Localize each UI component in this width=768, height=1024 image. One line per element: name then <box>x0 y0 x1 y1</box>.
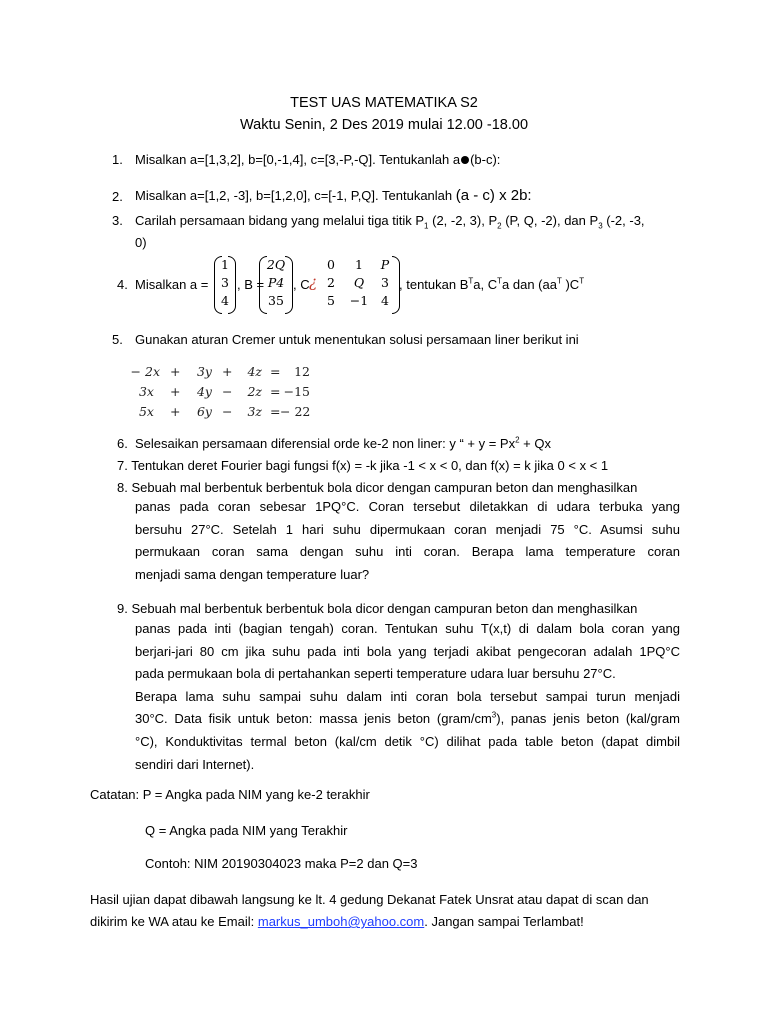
eq-term: 2z <box>247 384 262 399</box>
q4-sup: T <box>468 276 474 286</box>
q9-sup: 3 <box>491 711 497 721</box>
q9-line: sendiri dari Internet). <box>135 756 255 772</box>
q2-expression: (a - c) x 2b: <box>455 187 532 204</box>
q8-line: panas pada coran sebesar 1PQ°C. Coran tersebut diletakkan di udara terbuka yang <box>135 499 680 514</box>
eq-op: + <box>170 404 181 419</box>
q9-line: pada permukaan bola di pertahankan seperti temperature udara luar bersuhu 27°C. <box>135 666 616 682</box>
eq-value: 12 <box>294 364 310 379</box>
eq-op: = <box>270 384 281 399</box>
q6-sup: 2 <box>515 435 520 445</box>
q4-tail-seg: a, C <box>473 277 498 292</box>
footer-line1: Hasil ujian dapat dibawah langsung ke lt. 4 gedung Dekanat Fatek Unsrat atau dapat di scan dan <box>90 892 649 907</box>
q1-body: Misalkan a=[1,3,2], b=[0,-1,4], c=[3,-P,-Q]. Tentukanlah a <box>135 152 461 167</box>
email-link[interactable]: markus_umboh@yahoo.com <box>257 914 425 929</box>
q1-number: 1. <box>112 152 123 167</box>
q5-number: 5. <box>112 332 123 347</box>
q4-tail-seg: a dan (aa <box>502 277 557 292</box>
q1-text <box>135 152 680 168</box>
q3-number: 3. <box>112 213 123 228</box>
eq-op: + <box>170 364 181 379</box>
q3-sub-3: 3 <box>598 221 603 231</box>
q9-line: °C), Konduktivitas termal beton (kal/cm detik °C) dilihat pada table beton (dapat dimbil <box>135 733 680 749</box>
eq-op: + <box>222 364 233 379</box>
matrix-b-cell: P4 <box>267 275 285 290</box>
matrix-b <box>259 256 293 312</box>
q4-sup: T <box>497 276 503 286</box>
q8-line: menjadi sama dengan temperature luar? <box>135 566 370 582</box>
matrix-a-cell: 3 <box>221 275 229 290</box>
matrix-a <box>214 256 236 312</box>
q3-seg-d: (-2, -3, <box>602 213 645 228</box>
matrix-c-bracket-glyph: ¿ <box>309 273 318 291</box>
q8-lead: 8. Sebuah mal berbentuk berbentuk bola dicor dengan campuran beton dan menghasilkan <box>117 480 638 495</box>
q6-text <box>135 436 551 452</box>
q3-seg-c: (P, Q, -2), dan P <box>501 213 599 228</box>
matrix-c-cell: P <box>380 257 390 272</box>
matrix-c-cell: 4 <box>381 293 389 308</box>
q6-body: Selesaikan persamaan diferensial orde ke-2 non liner: y “ + y = Px <box>135 436 516 451</box>
eq-op: − <box>222 384 233 399</box>
matrix-a-cell: 1 <box>221 257 229 272</box>
matrix-c-cell: 2 <box>327 275 335 290</box>
eq-value: −15 <box>283 384 310 399</box>
q4-number: 4. <box>117 277 128 292</box>
q4-label-c: , C <box>293 277 310 292</box>
footer-line2-pre: dikirim ke WA atau ke Email: <box>90 914 258 929</box>
matrix-c-cell: 3 <box>381 275 389 290</box>
q2-text <box>135 187 680 205</box>
eq-term: 3x <box>138 384 154 399</box>
q3-text <box>135 213 680 229</box>
q9-line-seg: 30°C. Data fisik untuk beton: massa jenis beton (gram/cm <box>135 711 492 727</box>
eq-value: − 22 <box>280 404 311 419</box>
matrix-c-cell: Q <box>353 275 365 290</box>
eq-term: 6y <box>196 404 212 419</box>
q3-text-line2: 0) <box>135 235 147 250</box>
matrix-b-cell: 2Q <box>266 257 286 272</box>
q9-line <box>135 708 680 731</box>
matrix-c-cell: −1 <box>349 293 369 308</box>
dot-product-bullet-icon <box>461 156 469 164</box>
q2-body: Misalkan a=[1,2, -3], b=[1,2,0], c=[-1, P,Q]. Tentukanlah <box>135 188 456 203</box>
q3-sub-1: 1 <box>424 221 429 231</box>
q4-sup: T <box>556 276 562 286</box>
eq-term: − 2x <box>130 364 160 379</box>
eq-op: = <box>270 364 281 379</box>
eq-term: 3y <box>196 364 212 379</box>
eq-op: − <box>222 404 233 419</box>
q7-text: 7. Tentukan deret Fourier bagi fungsi f(x) = -k jika -1 < x < 0, dan f(x) = k jika 0 < x < 1 <box>117 458 609 473</box>
q8-paragraph <box>135 496 680 586</box>
q4-tail <box>399 277 584 293</box>
footer-line2-post: . Jangan sampai Terlambat! <box>424 914 584 929</box>
q4-sup: T <box>579 276 585 286</box>
eq-term: 4z <box>247 364 262 379</box>
q9-paragraph <box>135 618 680 776</box>
q6-number: 6. <box>117 436 128 451</box>
eq-term: 5x <box>138 404 154 419</box>
q1-tail: (b-c): <box>470 152 501 167</box>
q8-line: permukaan coran sama dengan suhu inti coran. Berapa lama temperature coran <box>135 544 680 560</box>
matrix-c-cell: 1 <box>355 257 363 272</box>
q9-line: Berapa lama suhu sampai suhu dalam inti coran bola tersebut sampai turun menjadi <box>135 688 680 704</box>
eq-term: 3z <box>247 404 262 419</box>
matrix-c-cell: 0 <box>327 257 335 272</box>
q9-line: panas pada inti (bagian tengah) coran. Tentukan suhu T(x,t) di dalam bola coran yang <box>135 621 680 636</box>
eq-term: 4y <box>196 384 212 399</box>
page-subtitle: Waktu Senin, 2 Des 2019 mulai 12.00 -18.00 <box>239 117 529 133</box>
matrix-c-cell: 5 <box>327 293 335 308</box>
q3-sub-2: 2 <box>497 221 502 231</box>
page-title: TEST UAS MATEMATIKA S2 <box>290 95 478 111</box>
q3-seg-a: Carilah persamaan bidang yang melalui tiga titik P <box>135 213 425 228</box>
eq-op: + <box>170 384 181 399</box>
q4-label-a: Misalkan a = <box>135 277 209 292</box>
equation-system <box>130 364 320 424</box>
q5-text: Gunakan aturan Cremer untuk menentukan solusi persamaan liner berikut ini <box>135 332 579 347</box>
q4-tail-seg: )C <box>561 277 580 292</box>
note-contoh: Contoh: NIM 20190304023 maka P=2 dan Q=3 <box>145 856 418 871</box>
footer-line2 <box>90 914 584 930</box>
q8-line: bersuhu 27°C. Setelah 1 hari suhu dipermukaan coran menjadi 75 °C. Asumsi suhu <box>135 521 680 537</box>
q9-line: berjari-jari 80 cm jika suhu pada inti bola yang terjadi akibat pengecoran adalah 1PQ°C <box>135 643 680 659</box>
matrix-a-cell: 4 <box>221 293 229 308</box>
q6-tail: + Qx <box>519 436 551 451</box>
matrix-c <box>318 256 400 312</box>
note-catatan: Catatan: P = Angka pada NIM yang ke-2 terakhir <box>90 787 370 802</box>
note-q: Q = Angka pada NIM yang Terakhir <box>145 823 348 838</box>
matrix-b-cell: 35 <box>268 293 284 308</box>
eq-op: = <box>270 404 281 419</box>
q4-label-b: , B = <box>237 277 265 292</box>
q2-number: 2. <box>112 189 123 204</box>
q4-tail-seg: , tentukan B <box>399 277 469 292</box>
q9-lead: 9. Sebuah mal berbentuk berbentuk bola dicor dengan campuran beton dan menghasilkan <box>117 601 638 616</box>
q9-line-seg: ), panas jenis beton (kal/gram <box>496 711 680 727</box>
q3-seg-b: (2, -2, 3), P <box>428 213 498 228</box>
